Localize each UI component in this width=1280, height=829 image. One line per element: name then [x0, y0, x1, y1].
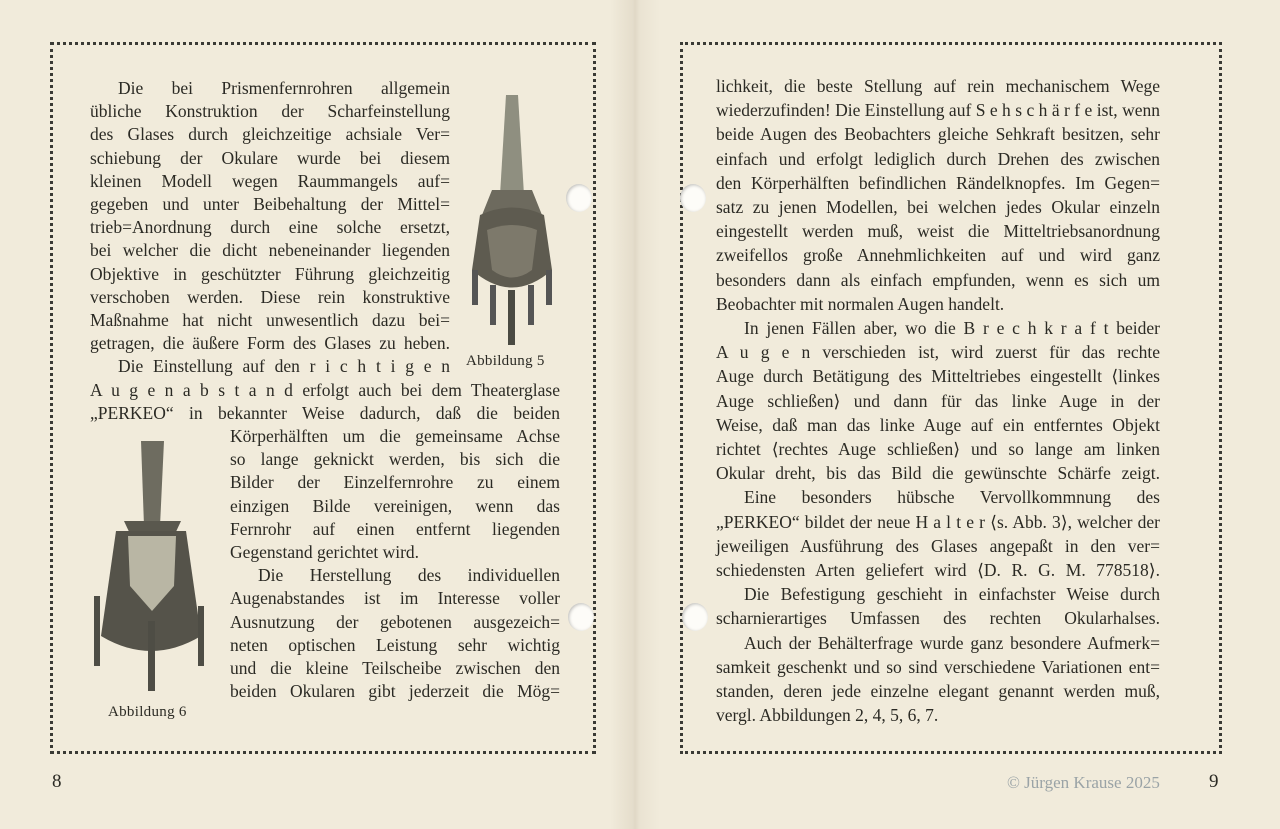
text-line: und die kleine Teilscheibe zwischen den — [230, 658, 560, 678]
page-number-right: 9 — [1209, 771, 1219, 792]
text-line: gegeben und unter Beibehaltung der Mittel= — [90, 194, 450, 214]
text-line: Auge schließen⟩ und dann für das linke Auge in der — [716, 390, 1160, 411]
text-line: A u g e n a b s t a n d erfolgt auch bei dem Theaterglase — [90, 379, 560, 400]
text-line: Augenabstandes ist im Interesse voller — [230, 588, 560, 609]
figure-5-caption: Abbildung 5 — [466, 353, 545, 369]
text-line: In jenen Fällen aber, wo die B r e c h k r a f t beider — [744, 318, 1160, 338]
text-line: den Körperhälften befindlichen Rändelknopfes. Im Gegen= — [716, 172, 1160, 193]
page-fold-shadow — [610, 0, 660, 829]
text-line: lichkeit, die beste Stellung auf rein mechanischem Wege — [716, 76, 1160, 96]
text-line: Gegenstand gerichtet wird. — [230, 542, 420, 562]
text-line: Die Befestigung geschieht in einfachster Weise durch — [744, 584, 1160, 605]
text-line: so lange geknickt werden, bis sich die — [230, 449, 560, 470]
text-line: Die bei Prismenfernrohren allgemein — [118, 78, 450, 98]
text-line: eingestellt werden muß, weist die Mitteltriebsanordnung — [716, 221, 1160, 242]
text-line: A u g e n verschieden ist, wird zuerst für das rechte — [716, 342, 1160, 363]
text-line: Auge durch Betätigung des Mitteltriebes eingestellt ⟨linkes — [716, 366, 1160, 387]
text-line: Weise, daß man das linke Auge auf ein entferntes Objekt — [716, 414, 1160, 435]
text-line: Beobachter mit normalen Augen handelt. — [716, 293, 1005, 314]
text-line: neten optischen Leistung sehr wichtig — [230, 634, 560, 655]
figure-6-bag-illustration — [86, 436, 216, 696]
text-line: Bilder der Einzelfernrohre zu einem — [230, 472, 560, 493]
figure-5-bag-illustration — [462, 90, 562, 350]
text-line: Ausnutzung der gebotenen ausgezeich= — [230, 611, 560, 632]
text-line: Die Herstellung des individuellen — [258, 565, 560, 586]
text-line: Maßnahme hat nicht unwesentlich dazu bei= — [90, 310, 450, 330]
text-line: satz zu jenen Modellen, bei welchen jedes Okular einzeln — [716, 197, 1160, 217]
text-line: bei welcher die dicht nebeneinander liegenden — [90, 240, 450, 261]
text-line: Körperhälften um die gemeinsame Achse — [230, 426, 560, 446]
punch-hole — [568, 603, 594, 631]
text-line: trieb=Anordnung durch eine solche ersetzt, — [90, 217, 450, 238]
punch-hole — [680, 184, 706, 212]
text-line: kleinen Modell wegen Raummangels auf= — [90, 170, 450, 191]
text-line: jeweiligen Ausführung des Glases angepaßt in den ver= — [716, 535, 1160, 556]
text-line: „PERKEO“ in bekannter Weise dadurch, daß die beiden — [90, 402, 560, 423]
page-number-left: 8 — [52, 771, 62, 792]
text-line: standen, deren jede einzelne elegant genannt werden muß, — [716, 681, 1160, 701]
text-line: „PERKEO“ bildet der neue H a l t e r ⟨s. Abb. 3⟩, welcher der — [716, 511, 1160, 532]
text-line: verschoben werden. Diese rein konstruktive — [90, 286, 450, 307]
text-line: schiedensten Arten geliefert wird ⟨D. R. G. M. 778518⟩. — [716, 560, 1160, 580]
text-line: des Glases durch gleichzeitige achsiale Ver= — [90, 124, 450, 145]
text-line: vergl. Abbildungen 2, 4, 5, 6, 7. — [716, 705, 939, 726]
text-line: beiden Okularen gibt jederzeit die Mög= — [230, 681, 560, 702]
punch-hole — [682, 603, 708, 631]
text-line: scharnierartiges Umfassen des rechten Okularhalses. — [716, 608, 1160, 629]
text-line: übliche Konstruktion der Scharfeinstellung — [90, 101, 450, 122]
copyright-watermark: © Jürgen Krause 2025 — [1007, 773, 1160, 792]
text-line: einfach und erfolgt lediglich durch Drehen des zwischen — [716, 148, 1160, 169]
text-line: wiederzufinden! Die Einstellung auf S e h s c h ä r f e ist, wenn — [716, 100, 1160, 121]
text-line: einzigen Bilde vereinigen, wenn das — [230, 495, 560, 516]
text-line: Objektive in geschützter Führung gleichzeitig — [90, 263, 450, 284]
punch-hole — [566, 184, 592, 212]
text-line: Auch der Behälterfrage wurde ganz besondere Aufmerk= — [744, 632, 1160, 653]
text-line: Die Einstellung auf den r i c h t i g e n — [118, 356, 450, 377]
text-line: beide Augen des Beobachters gleiche Sehkraft besitzen, sehr — [716, 124, 1160, 145]
figure-6-caption: Abbildung 6 — [108, 704, 187, 720]
text-line: schiebung der Okulare wurde bei diesem — [90, 147, 450, 168]
text-line: besonders dann als einfach empfunden, wenn es sich um — [716, 269, 1160, 290]
text-line: Fernrohr auf einen entfernt liegenden — [230, 518, 560, 539]
text-line: richtet ⟨rechtes Auge schließen⟩ und so lange am linken — [716, 439, 1160, 459]
text-line: Eine besonders hübsche Vervollkommnung des — [744, 487, 1160, 508]
text-line: zweifellos große Annehmlichkeiten auf und wird ganz — [716, 245, 1160, 266]
text-line: getragen, die äußere Form des Glases zu heben. — [90, 333, 450, 354]
text-line: samkeit geschenkt und so sind verschiedene Variationen ent= — [716, 656, 1160, 677]
text-line: Okular dreht, bis das Bild die gewünschte Schärfe zeigt. — [716, 463, 1160, 484]
